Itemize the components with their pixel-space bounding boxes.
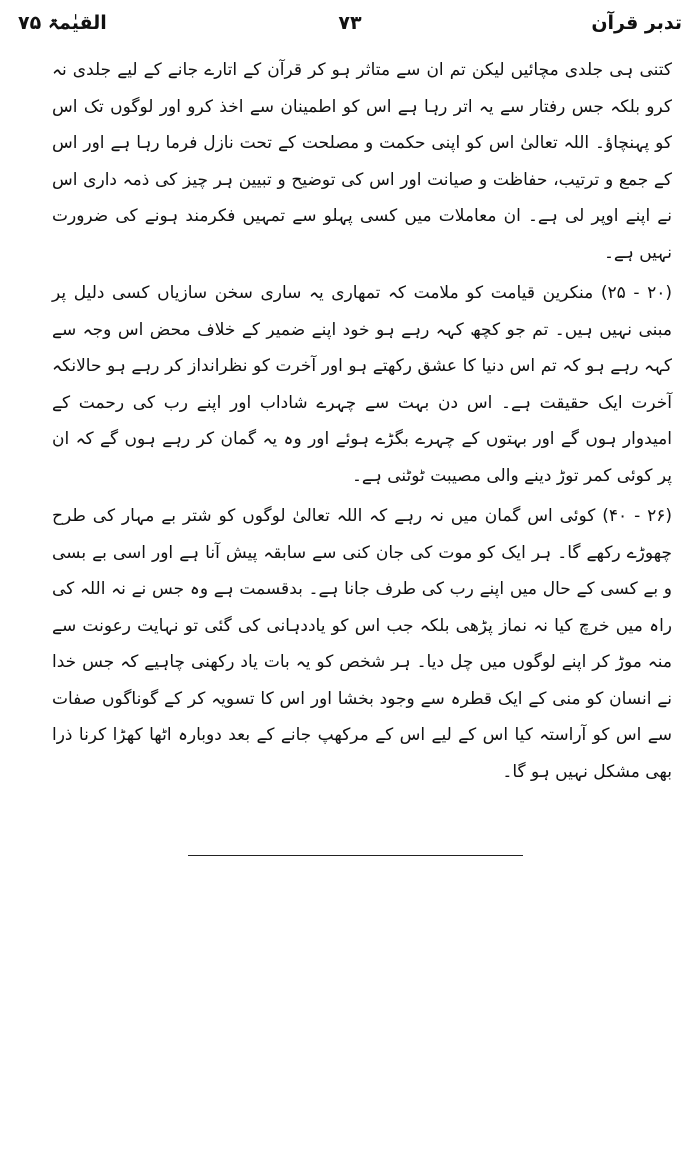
surah-title: القیٰمۃ ۷۵ [18,12,107,34]
page-number: ۷۳ [338,12,362,34]
page-body [52,52,672,790]
paragraph-3: (۲۶ - ۴۰) کوئی اس گمان میں نہ رہے کہ اللہ تعالیٰ لوگوں کو شتر بے مہار کی طرح چھوڑے رکھے گا۔ ہر ایک کو موت کی جان کنی سے سابقہ پیش آنا ہے اور اسی بے بسی و بے کسی کے حال میں اپنے رب کی طرف جانا ہے۔ بدقسمت ہے وہ جس نے نہ اللہ کی راہ میں خرچ کیا نہ نماز پڑھی بلکہ جب اس کو یاددہانی کی گئی تو نہایت رعونت سے منہ موڑ کر اپنے لوگوں میں چل دیا۔ ہر شخص کو یہ بات یاد رکھنی چاہیے کہ جس خدا نے انسان کو منی کے ایک قطرہ سے وجود بخشا اور اس کا تسویہ کر کے گوناگوں صفات سے اس کو آراستہ کیا اس کے لیے اس کے مرکھپ جانے کے بعد دوبارہ اٹھا کھڑا کرنا ذرا بھی مشکل نہیں ہو گا۔ [52,506,673,782]
book-title: تدبر قرآن [591,12,682,34]
end-rule [188,855,523,856]
paragraph-2: (۲۰ - ۲۵) منکرین قیامت کو ملامت کہ تمھاری یہ ساری سخن سازیاں کسی دلیل پر مبنی نہیں ہیں۔ تم جو کچھ کہہ رہے ہو خود اپنے ضمیر کے خلاف محض اس وجہ سے کہہ رہے ہو کہ تم اس دنیا کا عشق رکھتے ہو اور آخرت کو نظرانداز کر رہے ہو حالانکہ آخرت ایک حقیقت ہے۔ اس دن بہت سے چہرے شاداب اور اپنے رب کی رحمت کے امیدوار ہوں گے اور بہتوں کے چہرے بگڑے ہوئے اور وہ یہ گمان کر رہے ہوں گے کہ ان پر کوئی کمر توڑ دینے والی مصیبت ٹوٹنی ہے۔ [52,283,672,486]
page-header [18,6,682,40]
paragraph-1: کتنی ہی جلدی مچائیں لیکن تم ان سے متاثر ہو کر قرآن کے اتارے جانے کے لیے جلدی نہ کرو بلکہ جس رفتار سے یہ اتر رہا ہے اس کو اطمینان سے اخذ کرو اور لوگوں تک اس کو پہنچاؤ۔ اللہ تعالیٰ اس کو اپنی حکمت و مصلحت کے تحت نازل فرما رہا ہے اور اس کے جمع و ترتیب، حفاظت و صیانت اور اس کی توضیح و تبیین ہر چیز کی ذمہ داری اس نے اپنے اوپر لی ہے۔ ان معاملات میں کسی پہلو سے تمہیں فکرمند ہونے کی ضرورت نہیں ہے۔ [52,60,672,263]
